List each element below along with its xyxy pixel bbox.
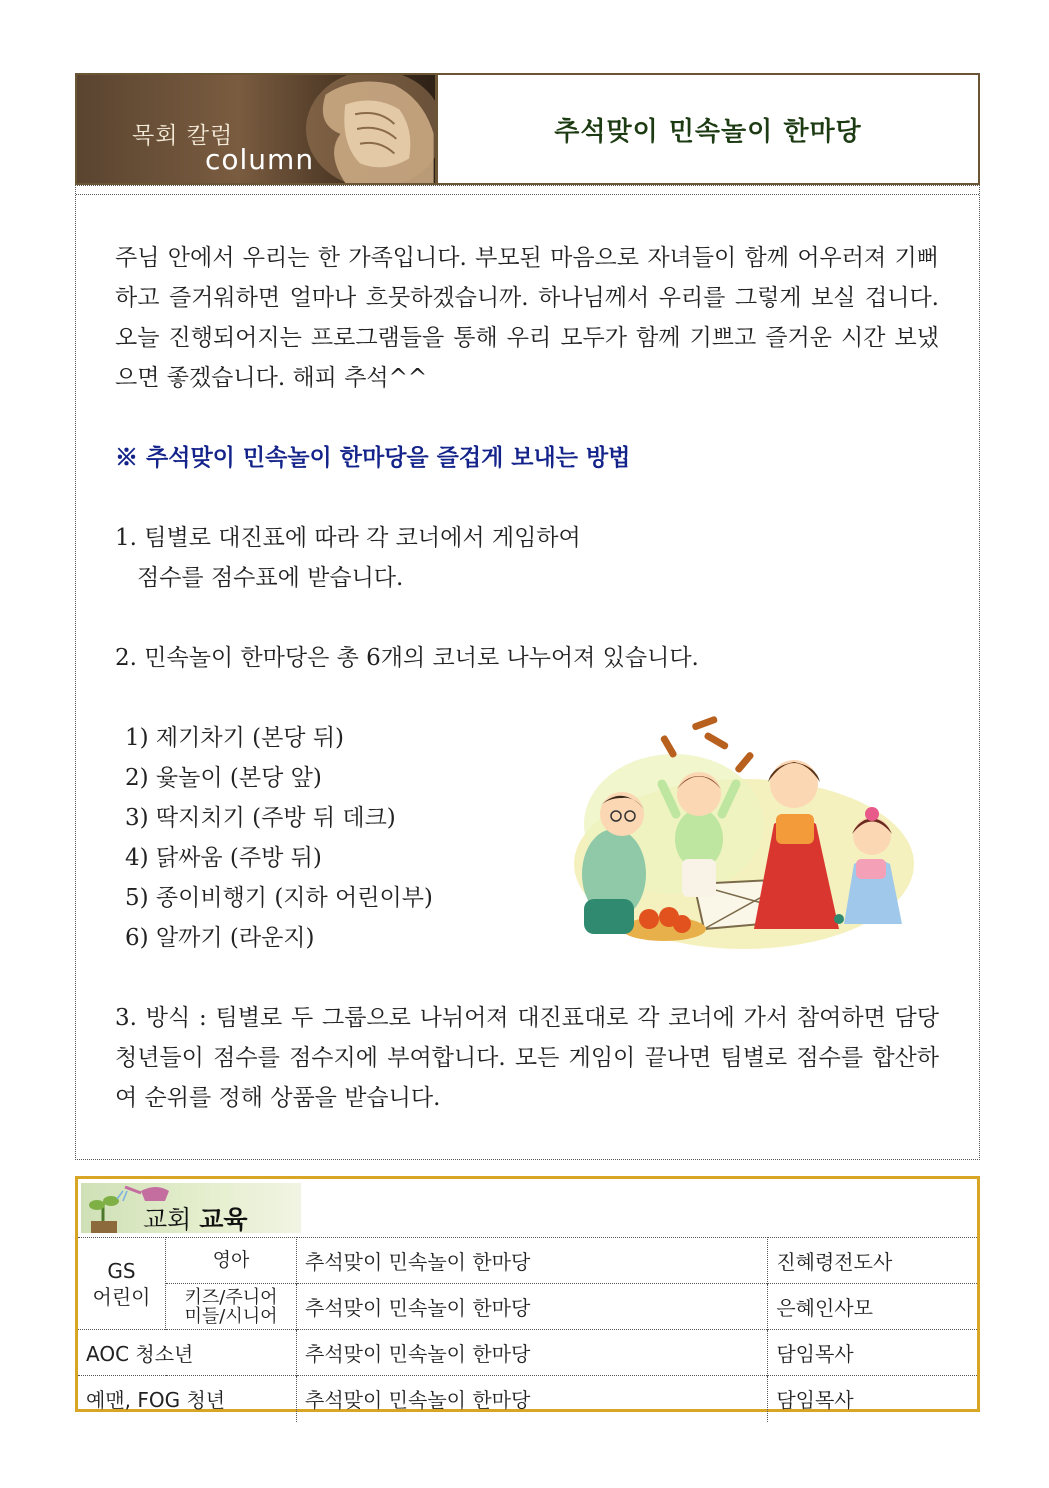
table-row (78, 1376, 977, 1422)
column-body (75, 185, 980, 1160)
subgroup-label: 키즈/주니어 미들/시니어 (184, 1286, 278, 1327)
step-1-line-2: 점수를 점수표에 받습니다. (137, 565, 404, 591)
leader-cell: 담임목사 (768, 1376, 977, 1422)
family-folk-game-illustration (554, 714, 914, 960)
column-header (75, 73, 980, 185)
group-cell: 예맨, FOG 청년 (78, 1376, 297, 1422)
step-3-paragraph: 3. 방식 : 팀별로 두 그룹으로 나뉘어져 대진표대로 각 코너에 가서 참여하면 담당 청년들이 점수를 점수지에 부여합니다. 모든 게임이 끝나면 팀별로 점수를 합산하여 순위를 정해 상품을 받습니다. (115, 1005, 939, 1111)
step-2-line: 2. 민속놀이 한마당은 총 6개의 코너로 나누어져 있습니다. (115, 645, 699, 671)
corner-item: 3) 딱지치기 (주방 뒤 데크) (125, 805, 396, 831)
table-row (78, 1284, 977, 1330)
church-education-section (75, 1176, 980, 1412)
step-3-block (115, 998, 939, 1118)
education-table (78, 1237, 977, 1422)
topic-cell: 추석맞이 민속놀이 한마당 (297, 1284, 768, 1330)
leader-cell: 진혜령전도사 (768, 1238, 977, 1284)
group-gs-label: GS 어린이 (92, 1258, 151, 1309)
intro-paragraph: 주님 안에서 우리는 한 가족입니다. 부모된 마음으로 자녀들이 함께 어우러져 기뻐하고 즐거워하면 얼마나 흐뭇하겠습니까. 하나님께서 우리를 그렇게 보실 겁니다. 오늘 진행되어지는 프로그램들을 통해 우리 모두가 함께 기쁘고 즐거운 시간 보냈으면 좋겠습니다. 해피 추석^^ (115, 245, 939, 391)
group-cell (78, 1238, 166, 1330)
corner-item: 5) 종이비행기 (지하 어린이부) (125, 885, 433, 911)
subgroup-cell (166, 1284, 297, 1330)
group-cell: AOC 청소년 (78, 1330, 297, 1376)
title-plain: 교회 (143, 1205, 192, 1233)
step-2 (115, 638, 939, 678)
corner-item: 6) 알까기 (라운지) (125, 925, 315, 951)
intro-paragraph-block (115, 238, 939, 398)
topic-cell: 추석맞이 민속놀이 한마당 (297, 1238, 768, 1284)
subgroup-cell: 영아 (166, 1238, 297, 1284)
corner-item: 1) 제기차기 (본당 뒤) (125, 725, 345, 751)
topic-cell: 추석맞이 민속놀이 한마당 (297, 1376, 768, 1422)
leader-cell: 담임목사 (768, 1330, 977, 1376)
table-row (78, 1238, 977, 1284)
table-row (78, 1330, 977, 1376)
topic-cell: 추석맞이 민속놀이 한마당 (297, 1330, 768, 1376)
column-banner (77, 75, 435, 183)
method-heading: ※ 추석맞이 민속놀이 한마당을 즐겁게 보내는 방법 (115, 444, 631, 471)
column-title-box (435, 75, 978, 183)
step-1 (115, 518, 939, 598)
dotted-divider (76, 194, 979, 195)
banner-korean-label: 목회 칼럼 (132, 123, 234, 149)
column-title: 추석맞이 민속놀이 한마당 (554, 116, 862, 147)
corner-item: 4) 닭싸움 (주방 뒤) (125, 845, 322, 871)
corner-item: 2) 윷놀이 (본당 앞) (125, 765, 322, 791)
church-education-header (81, 1183, 301, 1233)
heading-block (115, 438, 939, 478)
title-bold: 교육 (199, 1205, 248, 1233)
leader-cell: 은혜인사모 (768, 1284, 977, 1330)
banner-english-label: column (205, 143, 315, 176)
step-1-line-1: 1. 팀별로 대진표에 따라 각 코너에서 게임하여 (115, 525, 581, 551)
church-education-title (143, 1200, 248, 1233)
